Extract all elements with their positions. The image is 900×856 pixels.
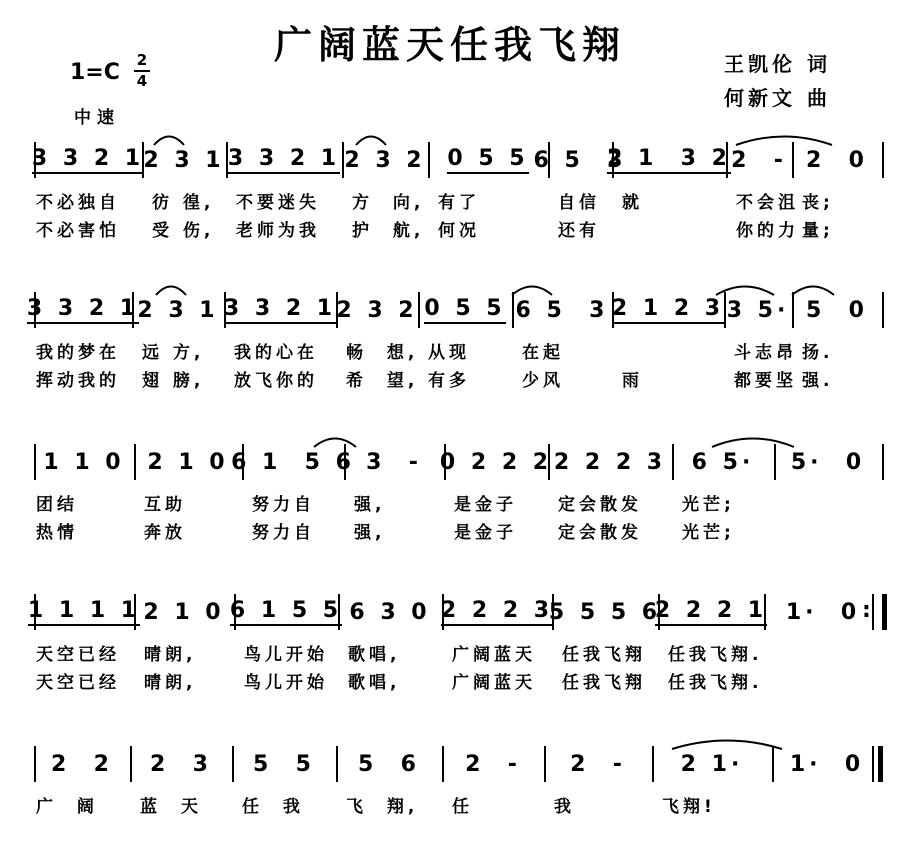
measure bbox=[654, 596, 768, 628]
measure-notes: 2 - bbox=[731, 147, 787, 173]
barline bbox=[724, 292, 726, 328]
lyric-line bbox=[34, 516, 882, 544]
lyric-word: 你的力 bbox=[736, 221, 799, 241]
lyric-word: 希 望, bbox=[346, 371, 419, 391]
lyric-word: 老师为我 bbox=[236, 221, 320, 241]
lyric-word: 任我飞翔. bbox=[668, 673, 763, 693]
lyric-word: 就 bbox=[622, 193, 643, 213]
notation-row bbox=[27, 592, 882, 638]
measure-notes: 5 5 5 6 bbox=[548, 599, 662, 625]
measure bbox=[533, 144, 627, 176]
slur bbox=[156, 287, 186, 296]
lyric-word: 在起 bbox=[522, 343, 564, 363]
notation-row bbox=[34, 442, 882, 488]
measure-notes: 3 - bbox=[366, 449, 422, 475]
measure-notes: 2 2 2 3 bbox=[441, 598, 553, 626]
measure bbox=[27, 596, 141, 628]
slur-layer bbox=[34, 132, 882, 146]
lyric-word: 翅 膀, bbox=[142, 371, 205, 391]
lyric-word: 广阔蓝天 bbox=[452, 645, 536, 665]
lyric-line bbox=[34, 638, 882, 666]
barline bbox=[442, 746, 444, 782]
measure-notes: 2 3 1 bbox=[137, 297, 219, 323]
lyric-word: 从现 bbox=[428, 343, 470, 363]
lyric-word: 放飞你的 bbox=[234, 371, 318, 391]
lyric-word: 广阔蓝天 bbox=[452, 673, 536, 693]
tempo-marking: 中速 bbox=[74, 108, 120, 128]
measure bbox=[440, 596, 554, 628]
slur bbox=[154, 137, 184, 146]
slur bbox=[512, 287, 552, 296]
lyric-word: 方 向, bbox=[352, 193, 425, 213]
lyric-word: 是金子 bbox=[454, 523, 517, 543]
measure-notes: 5 6 bbox=[358, 751, 420, 777]
measure bbox=[231, 446, 355, 478]
measure-notes: 2 - bbox=[465, 751, 521, 777]
measure-notes: 2 1 0 bbox=[147, 449, 229, 475]
measure bbox=[342, 596, 438, 628]
measure-notes: 6 5 3 bbox=[515, 297, 609, 323]
time-signature bbox=[134, 52, 150, 90]
barline bbox=[512, 292, 514, 328]
measure-notes: 2 2 2 1 bbox=[655, 598, 767, 626]
barline bbox=[232, 746, 234, 782]
measure-notes: 2 0 bbox=[806, 147, 868, 173]
slur bbox=[356, 137, 386, 146]
lyric-word: 不要迷失 bbox=[236, 193, 320, 213]
lyric-word: 光芒; bbox=[682, 523, 735, 543]
measure-notes: 0 2 2 2 bbox=[439, 449, 553, 475]
measure-notes: 2 - bbox=[570, 751, 626, 777]
lyric-word: 彷 徨, bbox=[152, 193, 215, 213]
measure-notes: 2 3 1 bbox=[143, 147, 225, 173]
measure bbox=[136, 294, 220, 326]
lyric-word: 鸟儿开始 bbox=[244, 673, 328, 693]
lyric-word: 努力自 bbox=[252, 523, 315, 543]
measure bbox=[607, 144, 731, 176]
measure-notes: 3 5· bbox=[726, 297, 790, 323]
measure-notes: 5 0 bbox=[806, 297, 868, 323]
lyric-word: 任我飞翔. bbox=[668, 645, 763, 665]
lyric-word: 都要坚 bbox=[734, 371, 797, 391]
barline bbox=[774, 444, 776, 480]
music-system bbox=[27, 592, 882, 694]
measure-notes: 2 1· bbox=[680, 751, 744, 777]
measure-notes: 3 3 2 1 bbox=[32, 146, 144, 174]
lyric-word: 天空已经 bbox=[36, 673, 120, 693]
lyric-word: 努力自 bbox=[252, 495, 315, 515]
measure bbox=[26, 294, 140, 326]
slur bbox=[712, 439, 794, 448]
measure-notes: 3 3 2 1 bbox=[224, 296, 336, 324]
lyric-line bbox=[34, 488, 882, 516]
measure bbox=[38, 748, 126, 780]
lyric-word: 挥动我的 bbox=[36, 371, 120, 391]
lyric-word: 不必独自 bbox=[36, 193, 120, 213]
barline bbox=[652, 746, 654, 782]
lyric-word: 扬. bbox=[802, 343, 834, 363]
end-barline bbox=[882, 142, 884, 178]
lyric-line bbox=[34, 790, 882, 818]
lyric-word: 我的心在 bbox=[234, 343, 318, 363]
measure-notes: 2 3 bbox=[150, 751, 212, 777]
measure bbox=[676, 446, 770, 478]
lyric-word: 晴朗, bbox=[144, 645, 197, 665]
lyric-word: 有多 bbox=[428, 371, 470, 391]
notation-row bbox=[31, 140, 882, 186]
music-system bbox=[26, 290, 882, 392]
music-system bbox=[34, 442, 882, 544]
lyric-word: 歌唱, bbox=[348, 645, 401, 665]
measure bbox=[796, 144, 878, 176]
slur bbox=[792, 287, 834, 296]
barline bbox=[130, 746, 132, 782]
measure-notes: 2 2 2 3 bbox=[553, 449, 667, 475]
lyric-word: 畅 想, bbox=[346, 343, 419, 363]
composer-credit: 何新文 曲 bbox=[724, 86, 831, 110]
lyric-line bbox=[34, 186, 882, 214]
lyric-line bbox=[34, 364, 882, 392]
lyric-word: 护 航, bbox=[352, 221, 425, 241]
measure-notes: 6 3 0 bbox=[349, 599, 431, 625]
measure bbox=[516, 294, 608, 326]
measure bbox=[336, 294, 418, 326]
measure bbox=[346, 144, 424, 176]
measure bbox=[768, 596, 878, 628]
slur bbox=[736, 137, 832, 146]
lyric-word: 强, bbox=[354, 495, 386, 515]
lyric-word: 歌唱, bbox=[348, 673, 401, 693]
measure-notes: 0 5 5 bbox=[424, 296, 505, 324]
time-signature-numerator: 2 bbox=[136, 51, 148, 69]
notation-row bbox=[26, 290, 882, 336]
measure bbox=[439, 446, 553, 478]
slur bbox=[716, 287, 774, 296]
measure-notes: 6 1 5 5 bbox=[230, 598, 342, 626]
slur-layer bbox=[34, 434, 882, 448]
lyric-word: 飞 翔, bbox=[346, 797, 419, 817]
lyric-word: 斗志昂 bbox=[734, 343, 797, 363]
slur bbox=[672, 741, 782, 750]
measure bbox=[796, 294, 878, 326]
barline bbox=[34, 444, 36, 480]
measure-notes: 3 3 2 1 bbox=[27, 296, 139, 324]
lyric-word: 任我飞翔 bbox=[562, 673, 646, 693]
measure bbox=[656, 748, 768, 780]
music-system bbox=[31, 140, 882, 242]
measure bbox=[340, 748, 438, 780]
measure bbox=[223, 294, 337, 326]
measure bbox=[728, 294, 788, 326]
lyric-word: 远 方, bbox=[142, 343, 205, 363]
notation-row bbox=[34, 744, 882, 790]
measure-notes: 1 1 0 bbox=[43, 449, 125, 475]
lyric-word: 鸟儿开始 bbox=[244, 645, 328, 665]
lyric-word: 任 我 bbox=[242, 797, 304, 817]
measure bbox=[432, 144, 544, 176]
measure bbox=[730, 144, 788, 176]
time-signature-denominator: 4 bbox=[136, 72, 148, 90]
slur bbox=[314, 439, 356, 448]
lyric-word: 天空已经 bbox=[36, 645, 120, 665]
lyric-word: 任 bbox=[452, 797, 473, 817]
lyric-word: 奔放 bbox=[144, 523, 186, 543]
measure-notes: 6 5 3 bbox=[533, 147, 627, 173]
barline bbox=[792, 142, 794, 178]
barline bbox=[336, 746, 338, 782]
barline bbox=[672, 444, 674, 480]
lyric-word: 强, bbox=[354, 523, 386, 543]
barline bbox=[792, 292, 794, 328]
measure bbox=[134, 748, 228, 780]
lyric-word: 有了 bbox=[438, 193, 480, 213]
lyric-word: 蓝 天 bbox=[140, 797, 202, 817]
measure-notes: 2 3 2 bbox=[336, 297, 418, 323]
measure bbox=[138, 596, 230, 628]
song-title: 广阔蓝天任我飞翔 bbox=[273, 22, 626, 67]
measure-notes: 2 1 0 bbox=[143, 599, 225, 625]
slur-layer bbox=[34, 736, 882, 750]
lyric-word: 热情 bbox=[36, 523, 78, 543]
lyric-word: 团结 bbox=[36, 495, 78, 515]
measure bbox=[236, 748, 332, 780]
barline bbox=[418, 292, 420, 328]
measure bbox=[778, 446, 878, 478]
measure-notes: 2 1 2 3 bbox=[612, 296, 724, 324]
lyric-word: 不会沮 bbox=[736, 193, 799, 213]
measure bbox=[422, 294, 508, 326]
measure-notes: 5 5 bbox=[253, 751, 315, 777]
lyric-word: 不必害怕 bbox=[36, 221, 120, 241]
music-system bbox=[34, 744, 882, 818]
end-barline bbox=[882, 292, 884, 328]
lyric-word: 还有 bbox=[558, 221, 600, 241]
lyric-word: 广 阔 bbox=[36, 797, 98, 817]
lyric-word: 光芒; bbox=[682, 495, 735, 515]
lyric-word: 定会散发 bbox=[558, 495, 642, 515]
barline bbox=[772, 746, 774, 782]
lyricist-credit: 王凯伦 词 bbox=[724, 52, 831, 76]
measure bbox=[776, 748, 878, 780]
lyric-word: 受 伤, bbox=[152, 221, 215, 241]
lyric-word: 我 bbox=[554, 797, 575, 817]
measure-notes: 1 1 1 1 bbox=[28, 598, 140, 626]
lyric-line bbox=[34, 336, 882, 364]
measure bbox=[548, 596, 662, 628]
lyric-word: 量; bbox=[802, 221, 834, 241]
lyric-word: 雨 bbox=[622, 371, 643, 391]
lyric-word: 晴朗, bbox=[144, 673, 197, 693]
lyric-word: 何况 bbox=[438, 221, 480, 241]
end-barline bbox=[882, 444, 884, 480]
measure-notes: 6 5· bbox=[691, 449, 755, 475]
slur-layer bbox=[34, 282, 882, 296]
measure bbox=[143, 144, 225, 176]
measure-notes: 3 3 2 1 bbox=[228, 146, 340, 174]
measure bbox=[552, 446, 668, 478]
lyric-line bbox=[34, 214, 882, 242]
lyric-word: 定会散发 bbox=[558, 523, 642, 543]
lyric-word: 互助 bbox=[144, 495, 186, 515]
lyric-word: 少风 bbox=[522, 371, 564, 391]
measure bbox=[548, 748, 648, 780]
barline bbox=[34, 746, 36, 782]
lyric-word: 自信 bbox=[558, 193, 600, 213]
measure bbox=[138, 446, 238, 478]
measure bbox=[227, 144, 341, 176]
barline bbox=[428, 142, 430, 178]
measure bbox=[446, 748, 540, 780]
measure-notes: 2 1 3 2 bbox=[607, 146, 731, 174]
measure bbox=[31, 144, 145, 176]
measure-notes: 1· 0 bbox=[789, 751, 865, 777]
lyric-word: 任我飞翔 bbox=[562, 645, 646, 665]
key-signature: 1=C bbox=[70, 60, 120, 85]
lyric-word: 飞翔! bbox=[662, 797, 716, 817]
lyric-word: 强. bbox=[802, 371, 834, 391]
lyric-word: 是金子 bbox=[454, 495, 517, 515]
lyric-line bbox=[34, 666, 882, 694]
measure bbox=[229, 596, 343, 628]
measure-notes: 2 3 2 bbox=[344, 147, 426, 173]
barline bbox=[134, 444, 136, 480]
lyric-word: 丧; bbox=[802, 193, 834, 213]
measure bbox=[38, 446, 130, 478]
measure-notes: 6 1 5 6 bbox=[231, 449, 355, 475]
measure bbox=[348, 446, 440, 478]
measure-notes: 5· 0 bbox=[790, 449, 866, 475]
lyric-word: 我的梦在 bbox=[36, 343, 120, 363]
measure bbox=[611, 294, 725, 326]
measure-notes: 1· 0 bbox=[785, 599, 861, 625]
barline bbox=[544, 746, 546, 782]
measure-notes: 2 2 bbox=[51, 751, 113, 777]
measure-notes: 0 5 5 bbox=[447, 146, 528, 174]
